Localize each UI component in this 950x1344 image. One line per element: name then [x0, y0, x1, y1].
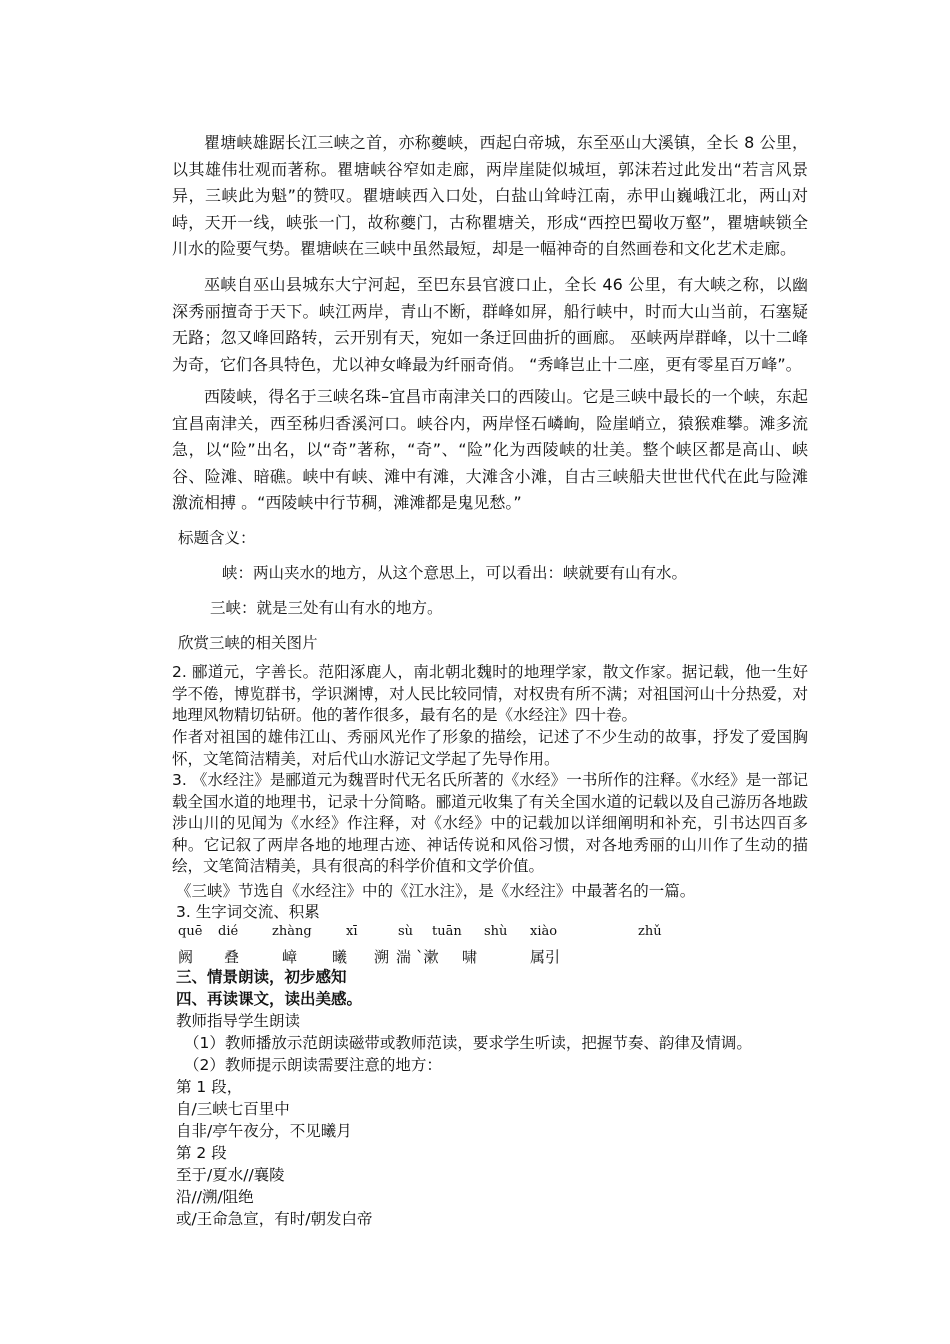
section-four-heading: 四、再读课文，读出美感。	[176, 990, 363, 1008]
wu-gorge-paragraph: 巫峡自巫山县城东大宁河起，至巴东县官渡口止，全长 46 公里，有大峡之称，以幽深秀丽擅奇于天下。峡江两岸，青山不断，群峰如屏，船行峡中，时而大山当前，石塞疑无路；忽又峰回路转，云开别有天，宛如一条迂回曲折的画廊。 巫峡两岸群峰，以十二峰为奇，它们各具特色，尤以神女峰最为纤丽奇俏。 “秀峰岂止十二座，更有零星百万峰”。	[172, 275, 808, 374]
pinyin-die: dié	[218, 924, 239, 939]
section-three-heading: 三、情景朗读，初步感知	[176, 968, 347, 986]
sanxia-meaning: 三峡：就是三处有山有水的地方。	[210, 599, 443, 617]
pause-line-3: 至于/夏水//襄陵	[176, 1166, 285, 1184]
hanzi-zhuyin: 属引	[530, 948, 561, 966]
author-intro	[172, 662, 808, 727]
title-meaning-heading: 标题含义：	[178, 529, 256, 547]
qutang-paragraph: 瞿塘峡雄踞长江三峡之首，亦称夔峡，西起白帝城，东至巫山大溪镇，全长 8 公里，以其雄伟壮观而著称。瞿塘峡谷窄如走廊，两岸崖陡似城垣，郭沫若过此发出“若言风景异，三峡此为魁”的赞叹。瞿塘峡西入口处，白盐山耸峙江南，赤甲山巍峨江北，两山对峙，天开一线，峡张一门，故称夔门，古称瞿塘关，形成“西控巴蜀收万壑”，瞿塘峡锁全川水的险要气势。瞿塘峡在三峡中虽然最短，却是一幅神奇的自然画卷和文化艺术走廊。	[172, 133, 808, 258]
hanzi-xi: 曦	[332, 948, 348, 966]
pause-line-1: 自/三峡七百里中	[176, 1100, 290, 1118]
pinyin-zhang: zhàng	[272, 924, 312, 939]
sanxia-source: 《三峡》节选自《水经注》中的《江水注》，是《水经注》中最著名的一篇。	[176, 882, 696, 900]
pinyin-zhu: zhǔ	[638, 924, 662, 939]
xiling-paragraph: 西陵峡，得名于三峡名珠–宜昌市南津关口的西陵山。它是三峡中最长的一个峡，东起宜昌南津关，西至秭归香溪河口。峡谷内，两岸怪石嶙峋，险崖峭立，猿猴难攀。滩多流急，以“险”出名，以“奇”著称，“奇”、“险”化为西陵峡的壮美。整个峡区都是高山、峡谷、险滩、暗礁。峡中有峡、滩中有滩，大滩含小滩，自古三峡船夫世世代代在此与险滩激流相搏 。“西陵峡中行节稠，滩滩都是鬼见愁。”	[172, 387, 808, 512]
vocab-heading: 3. 生字词交流、积累	[176, 903, 320, 921]
pinyin-que: quē	[178, 924, 203, 939]
reading-guide: 教师指导学生朗读	[176, 1012, 301, 1030]
reading-step-2: （2）教师提示朗读需要注意的地方：	[184, 1056, 442, 1074]
pinyin-su: sù	[398, 924, 414, 939]
pinyin-tuan: tuān	[432, 924, 462, 939]
pinyin-xi: xī	[346, 924, 358, 939]
hanzi-tuan: 湍	[396, 948, 412, 966]
pause-line-4: 沿//溯/阻绝	[176, 1188, 254, 1206]
hanzi-su: 溯	[374, 948, 390, 966]
reading-step-1: （1）教师播放示范朗读磁带或教师范读，要求学生听读，把握节奏、韵律及情调。	[184, 1034, 752, 1052]
hanzi-shu: `漱	[416, 948, 439, 966]
pause-line-5: 或/王命急宣，有时/朝发白帝	[176, 1210, 373, 1228]
hanzi-xiao: 啸	[462, 948, 478, 966]
hanzi-die: 叠	[224, 948, 240, 966]
appreciate-pictures: 欣赏三峡的相关图片	[178, 634, 318, 652]
author-contribution	[172, 727, 808, 770]
paragraph-2-label: 第 2 段	[176, 1144, 227, 1162]
pinyin-shu: shù	[484, 924, 508, 939]
pause-line-2: 自非/亭午夜分，不见曦月	[176, 1122, 352, 1140]
hanzi-zhang: 嶂	[282, 948, 298, 966]
paragraph-1-label: 第 1 段，	[176, 1078, 243, 1096]
hanzi-que: 阙	[178, 948, 194, 966]
author-intro-text: 2. 郦道元，字善长。范阳涿鹿人，南北朝北魏时的地理学家，散文作家。据记载，他一生好学不倦，博览群书，学识渊博，对人民比较同情，对权贵有所不满；对祖国河山十分热爱，对地理风物精切钻研。他的著作很多，最有名的是《水经注》四十卷。	[172, 663, 808, 724]
shuijingzhu-paragraph: 3. 《水经注》是郦道元为魏晋时代无名氏所著的《水经》一书所作的注释。《水经》是一部记载全国水道的地理书，记录十分简略。郦道元收集了有关全国水道的记载以及自己游历各地跋涉山川的见闻为《水经》作注释，对《水经》中的记载加以详细阐明和补充，引书达四百多种。它记叙了两岸各地的地理古迹、神话传说和风俗习惯，对各地秀丽的山川作了生动的描绘，文笔简洁精美，具有很高的科学价值和文学价值。	[172, 771, 808, 875]
pinyin-xiao: xiào	[530, 924, 558, 939]
author-contribution-text: 作者对祖国的雄伟江山、秀丽风光作了形象的描绘，记述了不少生动的故事，抒发了爱国胸怀，文笔简洁精美，对后代山水游记文学起了先导作用。	[172, 728, 808, 768]
xia-meaning: 峡：两山夹水的地方，从这个意思上，可以看出：峡就要有山有水。	[222, 564, 688, 582]
